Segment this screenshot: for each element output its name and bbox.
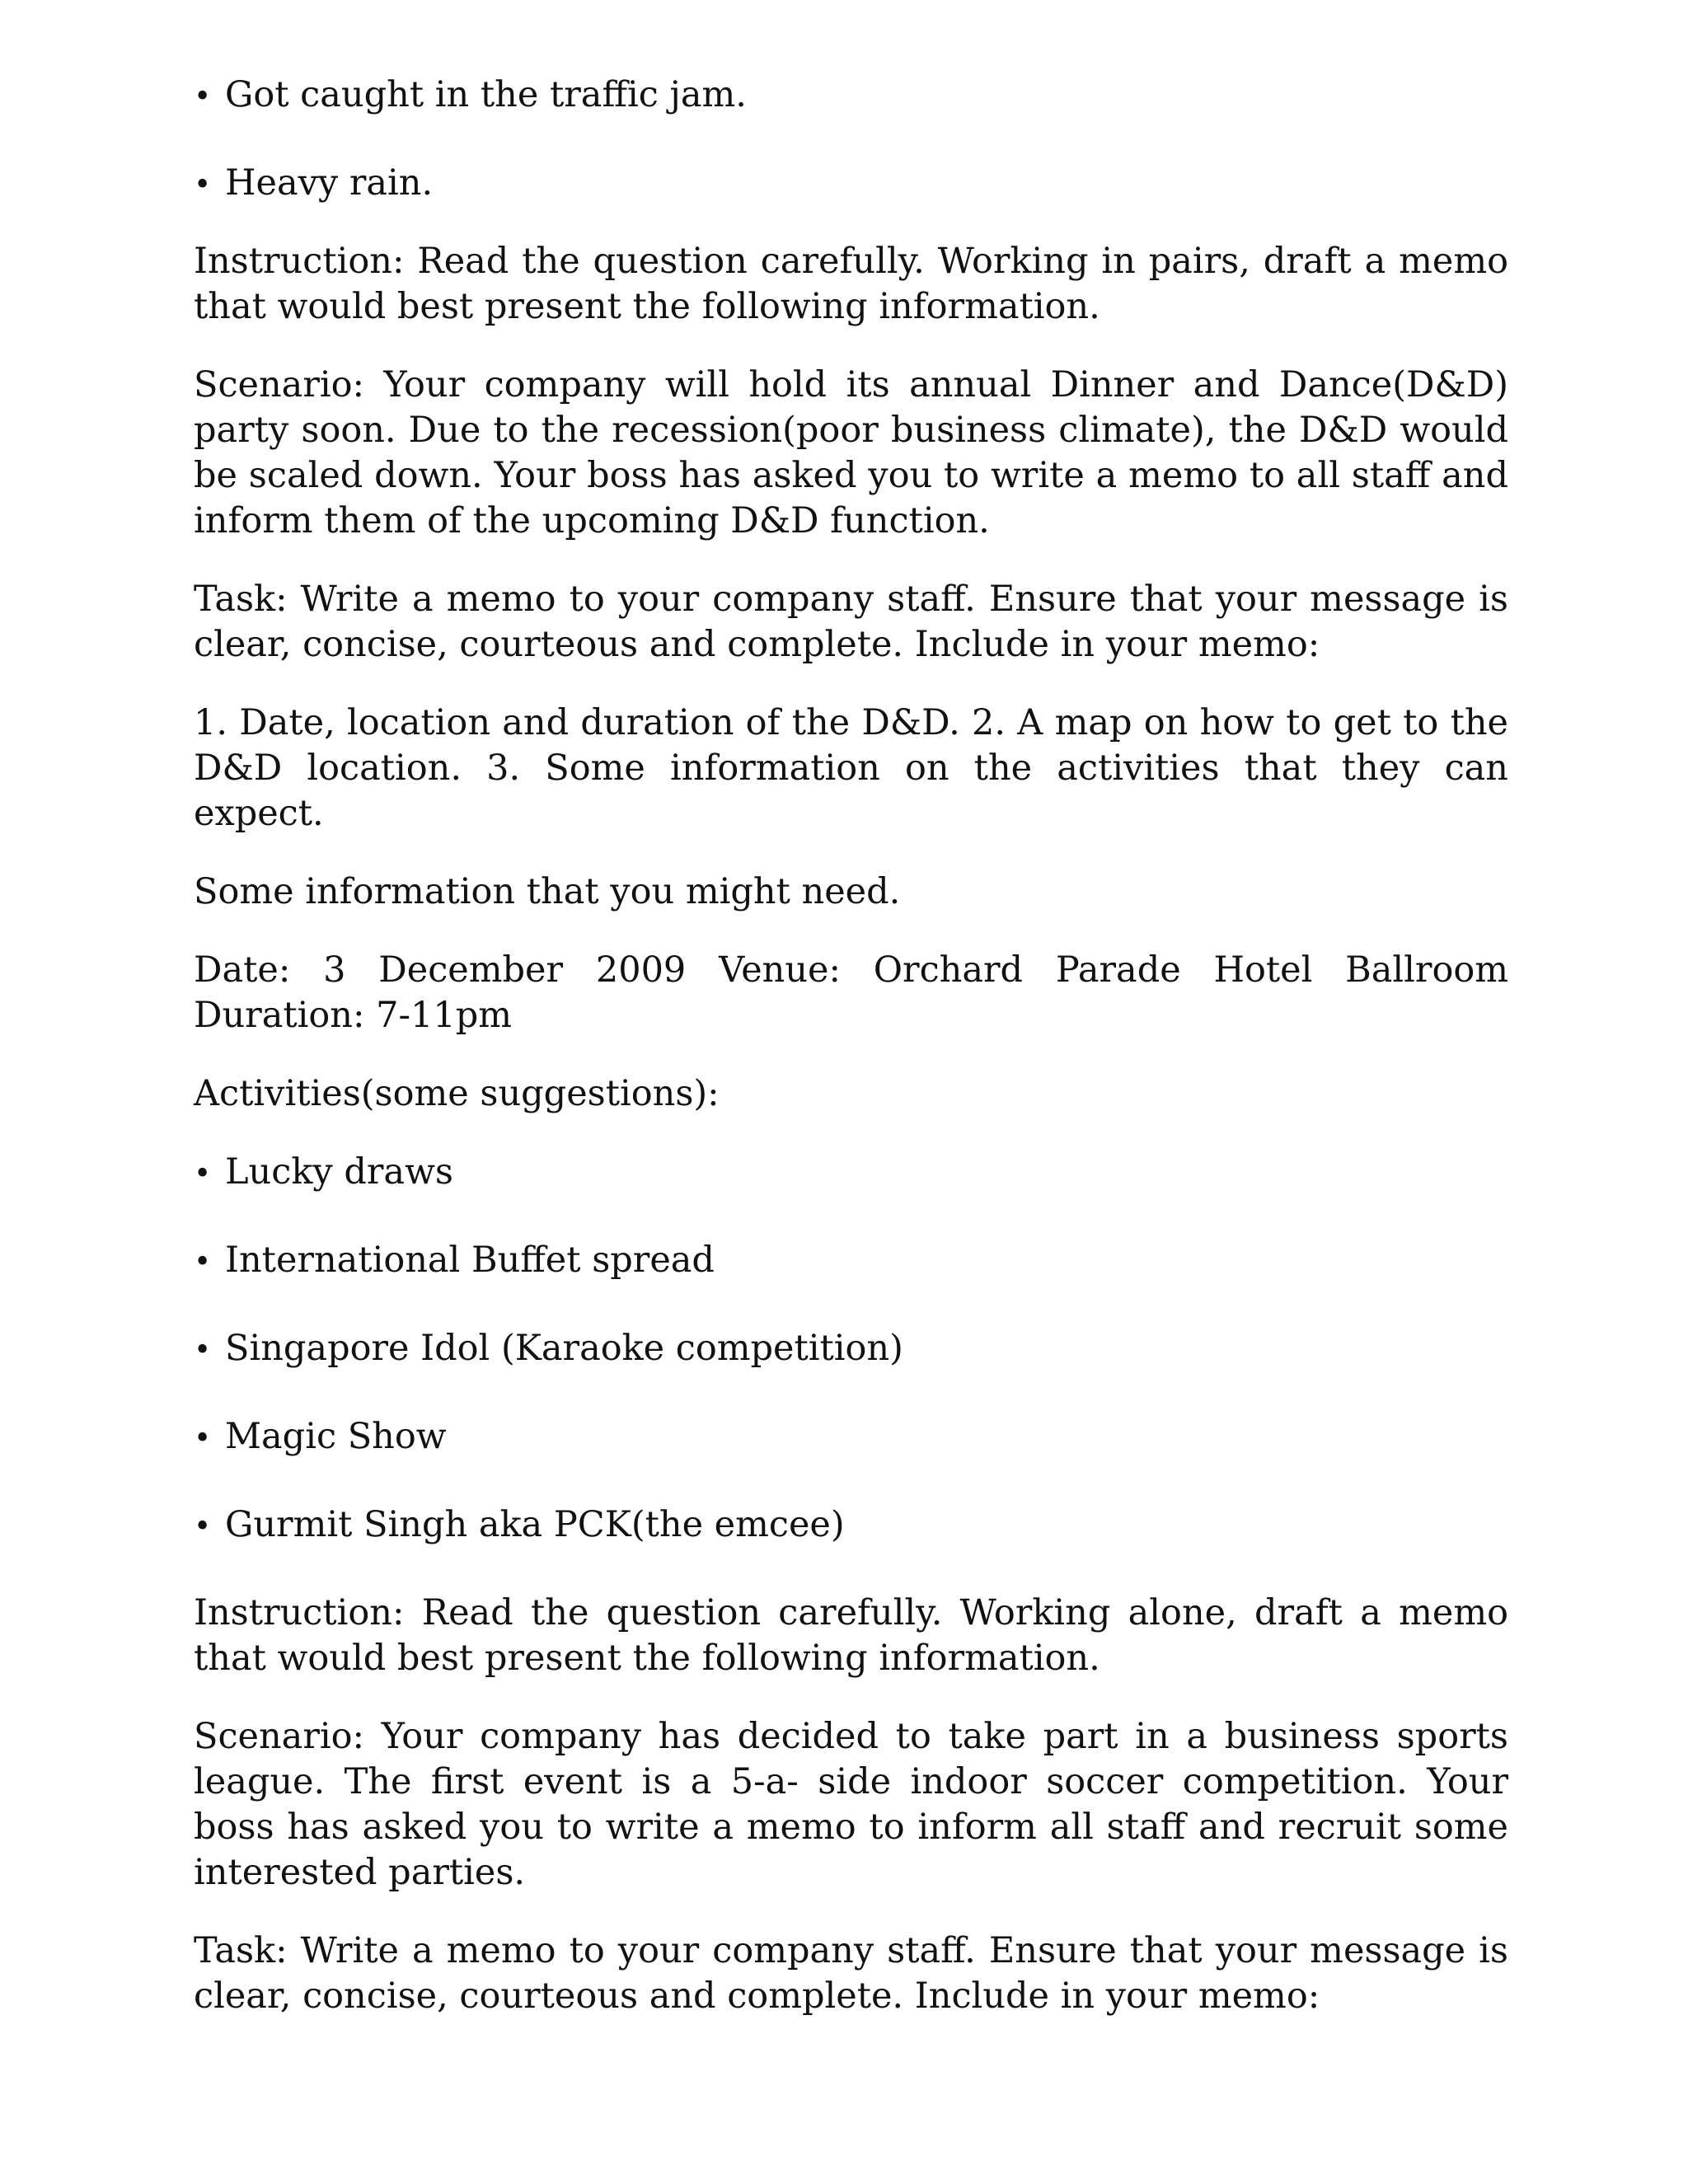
bullet-item <box>194 73 1508 118</box>
bullet-text: Got caught in the traffic jam. <box>225 74 747 115</box>
activity-text: Magic Show <box>225 1416 447 1457</box>
document-page <box>194 73 1508 2019</box>
bullet-icon: • <box>194 1157 212 1191</box>
bullet-icon: • <box>194 80 212 114</box>
activity-text: International Buffet spread <box>225 1240 715 1281</box>
info-intro-paragraph: Some information that you might need. <box>194 871 901 912</box>
bullet-icon: • <box>194 1510 212 1544</box>
bullet-icon: • <box>194 1422 212 1455</box>
details-paragraph: Date: 3 December 2009 Venue: Orchard Parade Hotel Ballroom Duration: 7-11pm <box>194 949 1508 1036</box>
include-list-paragraph: 1. Date, location and duration of the D&D. 2. A map on how to get to the D&D location. 3. Some information on the activities that they can expect. <box>194 702 1508 834</box>
activity-item <box>194 1414 1508 1460</box>
activity-text: Lucky draws <box>225 1151 453 1193</box>
activity-text: Singapore Idol (Karaoke competition) <box>225 1328 903 1369</box>
activity-text: Gurmit Singh aka PCK(the emcee) <box>225 1504 845 1545</box>
bullet-text: Heavy rain. <box>225 162 434 204</box>
scenario-paragraph: Scenario: Your company has decided to take part in a business sports league. The first event is a 5-a- side indoor soccer competition. Your boss has asked you to write a memo to inform all staff and recruit some interested parties. <box>194 1716 1508 1893</box>
activity-item <box>194 1238 1508 1283</box>
bullet-icon: • <box>194 168 212 202</box>
activity-item <box>194 1502 1508 1548</box>
scenario-paragraph: Scenario: Your company will hold its annual Dinner and Dance(D&D) party soon. Due to the recession(poor business climate), the D&D would be scaled down. Your boss has asked you to write a memo to all staff and inform them of the upcoming D&D function. <box>194 364 1508 541</box>
activity-item <box>194 1150 1508 1195</box>
activity-item <box>194 1326 1508 1371</box>
instruction-paragraph: Instruction: Read the question carefully. Working alone, draft a memo that would best present the following information. <box>194 1592 1508 1679</box>
bullet-item <box>194 161 1508 206</box>
bullet-icon: • <box>194 1245 212 1279</box>
task-paragraph: Task: Write a memo to your company staff. Ensure that your message is clear, concise, courteous and complete. Include in your memo: <box>194 579 1508 665</box>
bullet-icon: • <box>194 1333 212 1367</box>
activities-heading: Activities(some suggestions): <box>194 1073 720 1114</box>
instruction-paragraph: Instruction: Read the question carefully. Working in pairs, draft a memo that would best present the following information. <box>194 241 1508 327</box>
task-paragraph: Task: Write a memo to your company staff. Ensure that your message is clear, concise, courteous and complete. Include in your memo: <box>194 1930 1508 2017</box>
